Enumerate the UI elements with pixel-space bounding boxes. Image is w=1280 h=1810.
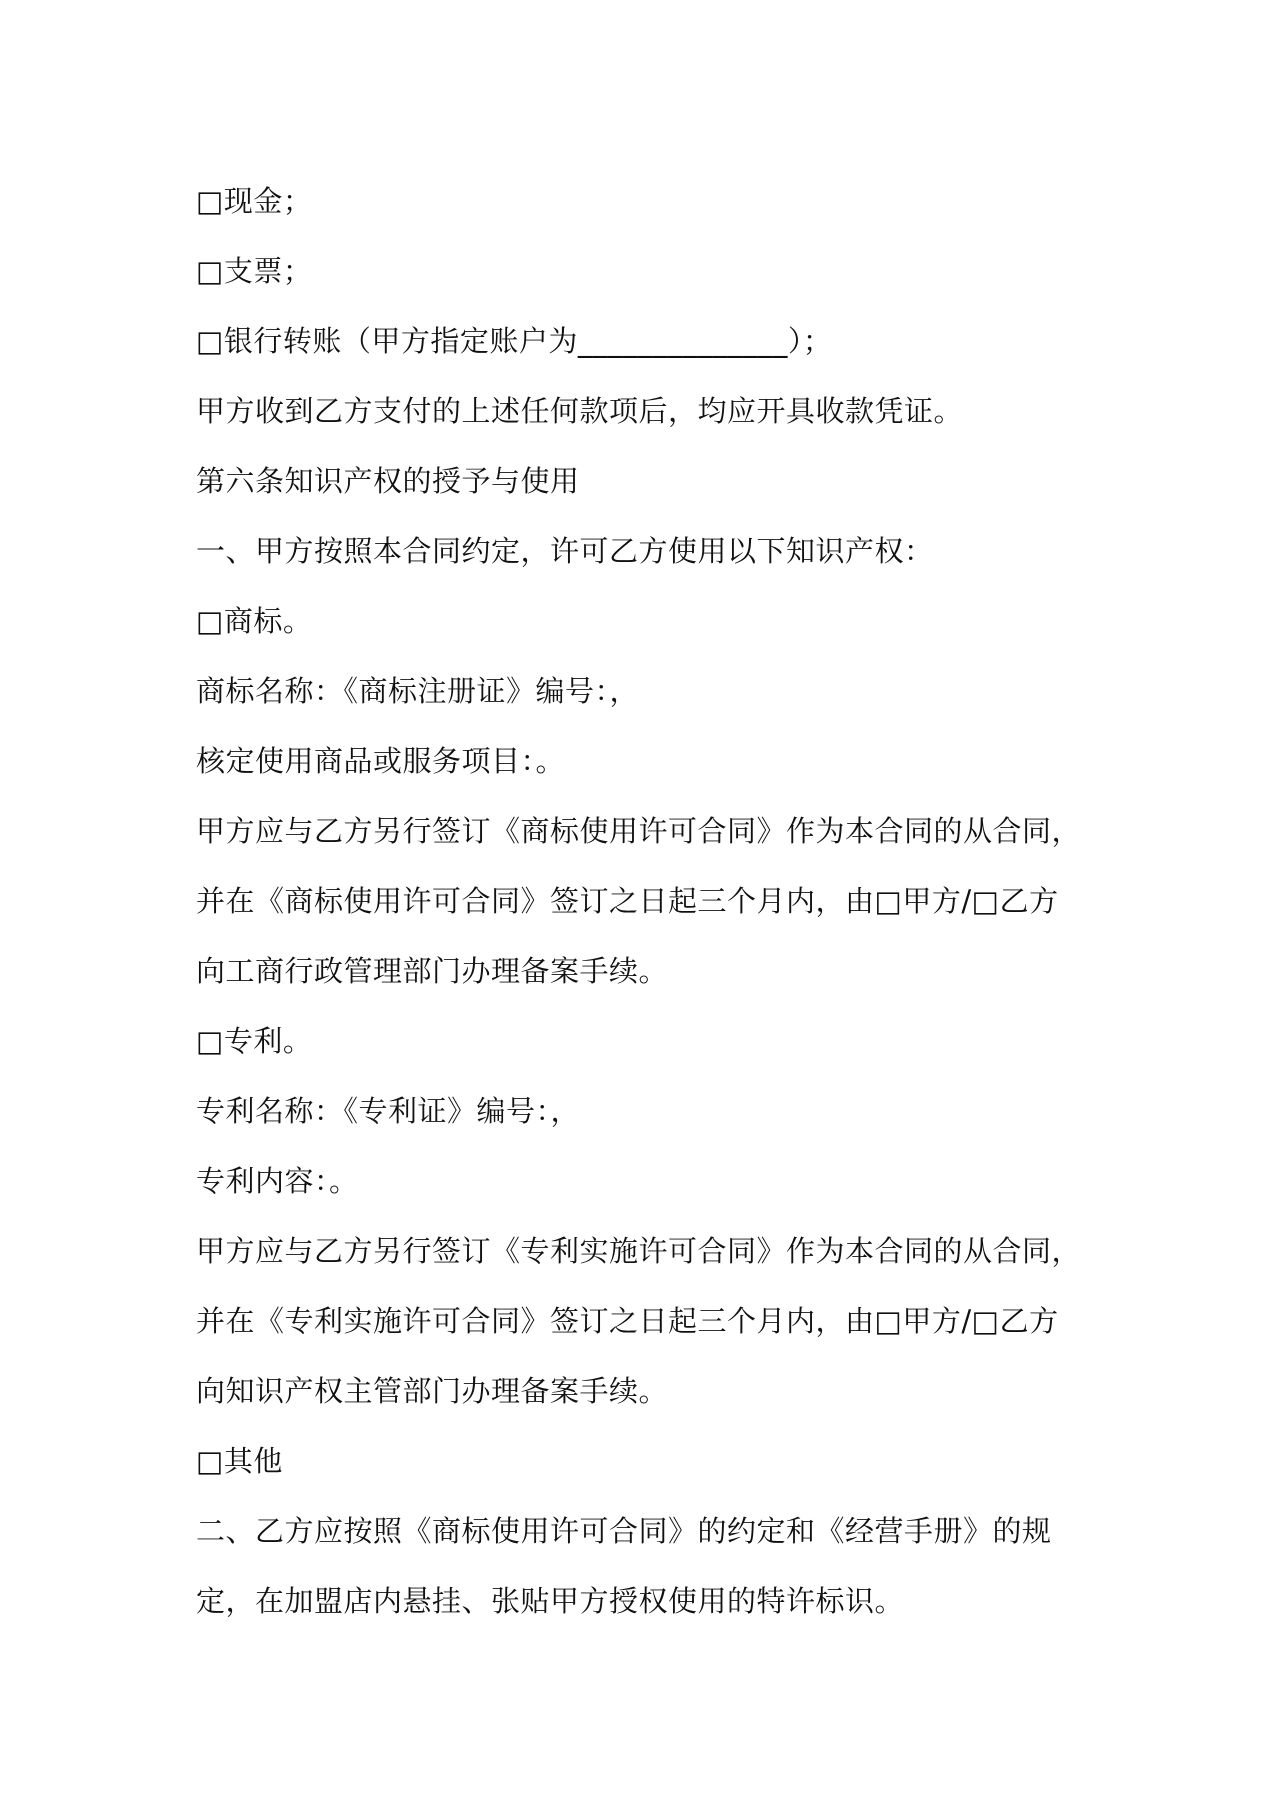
trademark-scope-line: 核定使用商品或服务项目：。 <box>196 744 566 778</box>
clause-1-intro: 一、甲方按照本合同约定，许可乙方使用以下知识产权： <box>196 534 934 568</box>
option-other: □其他 <box>196 1444 283 1478</box>
clause-2-line-2: 定，在加盟店内悬挂、张贴甲方授权使用的特许标识。 <box>196 1584 905 1618</box>
trademark-name-line: 商标名称：《商标注册证》编号：， <box>196 674 640 708</box>
patent-contract-line-3: 向知识产权主管部门办理备案手续。 <box>196 1374 669 1408</box>
option-patent: □专利。 <box>196 1024 313 1058</box>
trademark-contract-line-1: 甲方应与乙方另行签订《商标使用许可合同》作为本合同的从合同， <box>196 814 1082 848</box>
clause-2-line-1: 二、乙方应按照《商标使用许可合同》的约定和《经营手册》的规 <box>196 1514 1052 1548</box>
patent-content-line: 专利内容：。 <box>196 1164 359 1198</box>
patent-contract-line-2: 并在《专利实施许可合同》签订之日起三个月内，由□甲方/□乙方 <box>196 1304 1059 1338</box>
receipt-clause: 甲方收到乙方支付的上述任何款项后，均应开具收款凭证。 <box>196 394 964 428</box>
document-body <box>196 166 1096 1636</box>
trademark-contract-line-2: 并在《商标使用许可合同》签订之日起三个月内，由□甲方/□乙方 <box>196 884 1059 918</box>
option-check: □支票； <box>196 254 313 288</box>
trademark-contract-line-3: 向工商行政管理部门办理备案手续。 <box>196 954 669 988</box>
option-trademark: □商标。 <box>196 604 313 638</box>
article-6-heading: 第六条知识产权的授予与使用 <box>196 464 580 498</box>
patent-name-line: 专利名称：《专利证》编号：， <box>196 1094 581 1128</box>
option-cash: □现金； <box>196 184 313 218</box>
option-bank-transfer: □银行转账（甲方指定账户为______________）； <box>196 324 833 358</box>
patent-contract-line-1: 甲方应与乙方另行签订《专利实施许可合同》作为本合同的从合同， <box>196 1234 1082 1268</box>
